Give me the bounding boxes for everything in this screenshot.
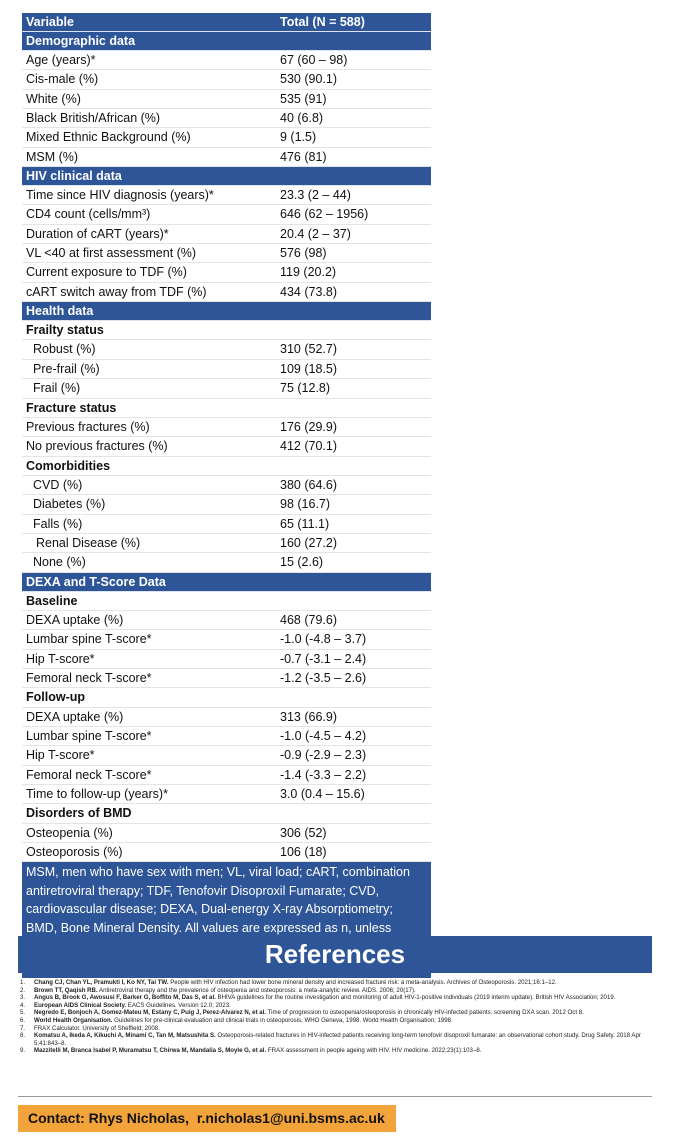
row-value: 412 (70.1) [280,439,337,454]
reference-number: 8. [20,1032,26,1040]
row-label: Frailty status [26,323,104,338]
row-value: 310 (52.7) [280,342,337,357]
row-value: 40 (6.8) [280,111,324,126]
row-label: MSM (%) [26,149,79,164]
reference-item [20,994,650,1002]
row-label: Falls (%) [33,516,83,531]
row-label: Hip T-score* [26,748,95,763]
row-label: Age (years)* [26,53,96,67]
table-row [22,476,431,495]
reference-authors: Angus B, Brook G, Awosusi F, Barker G, Boffito M, Das S, et al. [34,994,216,1002]
row-label: Femoral neck T-score* [26,767,152,782]
row-label: CD4 count (cells/mm³) [26,207,151,222]
reference-authors: Mazzitelli M, Branca Isabel P, Muramatsu T, Chirwa M, Mandalia S, Moyle G, et al. [34,1047,267,1055]
table-row [22,553,431,572]
table-row [22,148,431,167]
row-value: 160 (27.2) [280,535,337,550]
reference-text: Time of progression to osteopenia/osteoporosis in chronically HIV-infected patients: screening DXA scan. 2012 Oct 8. [266,1009,584,1017]
row-label: CVD (%) [33,477,83,492]
row-value: 23.3 (2 – 44) [280,188,351,203]
reference-authors: Komatsu A, Ikeda A, Kikuchi A, Minami C, Tan M, Matsushita S. [34,1032,216,1040]
table-row [22,205,431,224]
reference-number: 7. [20,1024,26,1032]
row-label: cART switch away from TDF (%) [26,284,207,299]
reference-number: 2. [20,986,26,994]
table-row [22,785,431,804]
reference-text: Osteoporosis-related fractures in HIV-infected patients receiving long-term tenofovir disoproxil fumarate: an observational cohort study. Drug Safety. 2018 Apr 5;41:843–8. [34,1032,641,1047]
characteristics-table [22,13,431,978]
row-value: -0.9 (-2.9 – 2.3) [280,748,367,763]
table-row [22,51,431,70]
table-row [22,630,431,649]
table-row [22,90,431,109]
references-heading: References [18,936,652,973]
row-label: White (%) [26,91,81,106]
row-label: DEXA uptake (%) [26,709,124,724]
reference-text: Antiretroviral therapy and the prevalence of osteopenia and osteoporosis: a meta-analytic review. AIDS. 2006; 20(17). [97,986,416,994]
row-value: 75 (12.8) [280,381,331,396]
row-value: -1.0 (-4.5 – 4.2) [280,729,367,743]
row-label: Osteoporosis (%) [26,845,123,860]
row-label: Pre-frail (%) [33,361,100,376]
reference-item [20,1032,650,1047]
table-row [22,244,431,263]
reference-text: People with HIV infection had lower bone mineral density and increased fracture risk: a meta-analysis. Archives of Osteoporosis. 2021;16:1–12. [168,979,557,986]
reference-text: FRAX assessment in people ageing with HIV. HIV medicine. 2022;23(1):103–8. [266,1047,482,1055]
table-row [22,437,431,456]
reference-text: Guidelines for pre-clinical evaluation and clinical trials in osteoporosis, WHO Geneva, 1998. World Health Organisation; 1998 [112,1016,452,1024]
row-label: Osteopenia (%) [26,825,113,840]
row-label: Previous fractures (%) [26,419,150,434]
row-value: 313 (66.9) [280,709,337,724]
row-value: 119 (20.2) [280,265,337,280]
reference-item [20,979,650,987]
row-value: -1.4 (-3.3 – 2.2) [280,767,367,782]
references-list [20,979,650,1055]
row-value: 3.0 (0.4 – 15.6) [280,787,365,802]
subsection-label-row [22,592,431,611]
column-header-variable: Variable [26,15,74,29]
row-value: 576 (98) [280,246,327,261]
subsection-label-row [22,399,431,418]
row-label: Baseline [26,593,78,608]
reference-number: 1. [20,979,26,986]
table-row [22,515,431,534]
divider [18,1096,652,1097]
row-label: Hip T-score* [26,651,95,666]
table-row [22,418,431,437]
row-label: DEXA uptake (%) [26,612,124,627]
row-label: Robust (%) [33,342,96,357]
reference-authors: Negredo E, Bonjoch A, Gomez-Mateu M, Estany C, Puig J, Perez-Alvarez N, et al. [34,1009,267,1017]
table-row [22,843,431,862]
row-value: 176 (29.9) [280,419,337,434]
row-value: 98 (16.7) [280,497,331,512]
subsection-label-row [22,688,431,707]
row-value: -1.2 (-3.5 – 2.6) [280,670,367,685]
row-label: Comorbidities [26,458,111,473]
reference-item [20,1002,650,1010]
table-row [22,669,431,688]
row-label: No previous fractures (%) [26,439,168,454]
table-row [22,360,431,379]
table-row [22,824,431,843]
reference-item [20,1009,650,1017]
table-row [22,225,431,244]
row-label: Fracture status [26,400,117,415]
table-row [22,283,431,302]
reference-number: 4. [20,1001,26,1009]
table-row [22,70,431,89]
row-label: Black British/African (%) [26,111,161,126]
row-value: 468 (79.6) [280,612,337,627]
column-header-total: Total (N = 588) [280,15,365,29]
contact-label: Contact: Rhys Nicholas, [28,1110,190,1126]
row-label: VL <40 at first assessment (%) [26,246,197,261]
row-label: Time to follow-up (years)* [26,787,168,802]
row-label: Diabetes (%) [33,497,106,512]
reference-item [20,1025,650,1033]
table-body [22,32,431,862]
reference-number: 5. [20,1009,26,1017]
reference-number: 3. [20,994,26,1002]
contact-banner [18,1105,396,1132]
reference-authors: European AIDS Clinical Society. [34,1001,127,1009]
row-value: 15 (2.6) [280,555,324,570]
subsection-label-row [22,804,431,823]
reference-number: 9. [20,1047,26,1055]
reference-text: EACS Guidelines. Version 12.0; 2023. [126,1001,231,1009]
section-header: HIV clinical data [22,167,431,186]
reference-text: BHIVA guidelines for the routine investigation and monitoring of adult HIV-1-positive individuals (2019 interim update). British HIV Association; 2019. [215,994,616,1002]
row-label: Cis-male (%) [26,72,99,87]
row-label: Current exposure to TDF (%) [26,265,187,280]
row-label: Femoral neck T-score* [26,670,152,685]
table-row [22,109,431,128]
row-value: 9 (1.5) [280,130,317,145]
row-label: Renal Disease (%) [36,535,141,550]
reference-item [20,987,650,995]
row-value: 434 (73.8) [280,284,337,299]
row-value: -1.0 (-4.8 – 3.7) [280,632,367,647]
row-label: Disorders of BMD [26,806,132,821]
table-row [22,650,431,669]
reference-number: 6. [20,1016,26,1024]
row-label: Frail (%) [33,381,81,396]
abbreviations-note: MSM, men who have sex with men; VL, viral load; cART, combination antiretroviral therapy; TDF, Tenofovir Disoproxil Fumarate; CVD, cardiovascular disease; DEXA, Dual-energy X-ray Absorptiometry; BMD, Bone Mineral Density. All values are expressed as n, unless [26,865,410,935]
row-value: 476 (81) [280,149,327,164]
row-label: Time since HIV diagnosis (years)* [26,188,214,203]
section-header: DEXA and T-Score Data [22,573,431,592]
row-label: None (%) [33,555,86,570]
row-value: 65 (11.1) [280,516,330,531]
reference-authors: World Health Organisation. [34,1016,113,1024]
table-header-row [22,13,431,32]
row-value: 20.4 (2 – 37) [280,226,351,241]
row-value: 530 (90.1) [280,72,337,87]
table-row [22,727,431,746]
row-value: -0.7 (-3.1 – 2.4) [280,651,367,666]
reference-item [20,1017,650,1025]
section-header: Health data [22,302,431,321]
row-value: 109 (18.5) [280,361,337,376]
row-label: Follow-up [26,690,86,705]
row-value: 646 (62 – 1956) [280,207,369,222]
row-value: 535 (91) [280,91,327,106]
subsection-label-row [22,457,431,476]
subsection-label-row [22,321,431,340]
table-row [22,534,431,553]
reference-authors: Brown TT, Qaqish RB. [34,986,98,994]
row-value: 380 (64.6) [280,477,337,492]
reference-authors: Chang CJ, Chan YL, Pramukti I, Ko NY, Tai TW. [34,979,169,986]
row-label: Duration of cART (years)* [26,226,169,241]
table-row [22,186,431,205]
table-row [22,708,431,727]
table-row [22,746,431,765]
table-row [22,611,431,630]
reference-text: FRAX Calculator. University of Sheffield; 2008. [34,1024,160,1032]
table-row [22,766,431,785]
row-value: 67 (60 – 98) [280,53,348,67]
reference-item [20,1047,650,1055]
row-value: 106 (18) [280,845,327,860]
row-label: Lumbar spine T-score* [26,729,152,743]
row-value: 306 (52) [280,825,327,840]
row-label: Lumbar spine T-score* [26,632,152,647]
table-row [22,340,431,359]
contact-email[interactable]: r.nicholas1@uni.bsms.ac.uk [196,1110,385,1126]
table-row [22,495,431,514]
table-row [22,263,431,282]
table-row [22,128,431,147]
row-label: Mixed Ethnic Background (%) [26,130,191,145]
table-row [22,379,431,398]
section-header: Demographic data [22,32,431,51]
